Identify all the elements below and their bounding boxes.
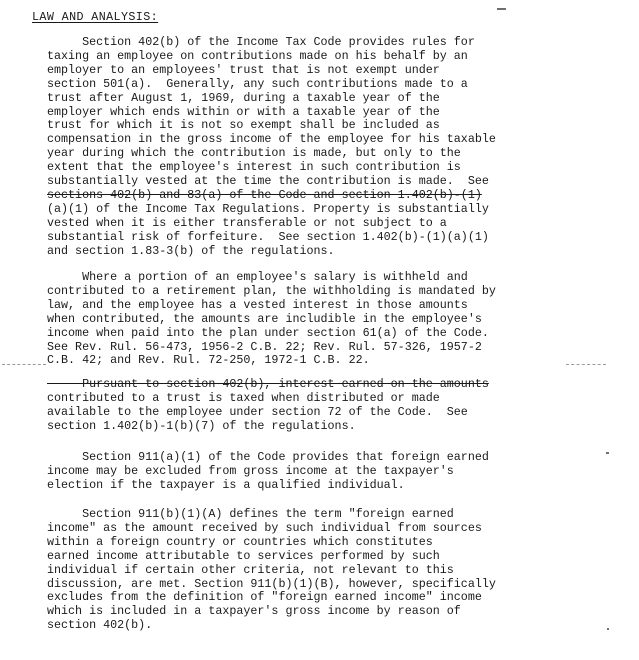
text-line: employer which ends within or with a taxable year of the [47,104,440,119]
text-line: election if the taxpayer is a qualified individual. [47,477,405,492]
text-line: contributed to a retirement plan, the withholding is mandated by [47,283,496,298]
text-line: excludes from the definition of "foreign earned income" income [47,590,482,605]
text-line: year during which the contribution is made, but only to the [47,146,461,161]
text-line: substantially vested at the time the contribution is made. See [47,174,489,189]
text-line: discussion, are met. Section 911(b)(1)(B), however, specifically [47,576,496,591]
text-line: employer to an employees' trust that is not exempt under [47,62,440,77]
scan-dash-left [2,364,46,365]
text-line: Section 911(a)(1) of the Code provides that foreign earned [47,450,489,464]
paragraph-2 [47,271,627,368]
text-line: Section 402(b) of the Income Tax Code provides rules for [47,35,475,49]
text-line: income when paid into the plan under section 61(a) of the Code. [47,325,489,340]
text-line: within a foreign country or countries which constitutes [47,534,433,549]
paragraph-3 [47,378,627,434]
text-line: trust for which it is not so exempt shall be included as [47,118,440,133]
text-line: which is included in a taxpayer's gross income by reason of [47,604,461,619]
text-line: section 501(a). Generally, any such contributions made to a [47,76,468,91]
text-line: income" as the amount received by such individual from sources [47,520,482,535]
text-line: section 402(b). [47,618,153,633]
text-line: extent that the employee's interest in such contribution is [47,160,461,175]
text-line: income may be excluded from gross income at the taxpayer's [47,463,454,478]
struck-text-line: Pursuant to section 402(b), interest earned on the amounts [47,377,489,391]
text-line: Where a portion of an employee's salary is withheld and [47,270,468,284]
paragraph-5 [47,508,627,633]
text-line: and section 1.83-3(b) of the regulations. [47,243,335,258]
text-line: section 1.402(b)-1(b)(7) of the regulations. [47,418,356,433]
scan-mark-top [497,8,506,10]
paragraph-1 [47,36,627,259]
text-line: C.B. 42; and Rev. Rul. 72-250, 1972-1 C.B. 22. [47,353,370,368]
text-line: Section 911(b)(1)(A) defines the term "foreign earned [47,507,454,521]
text-line: available to the employee under section 72 of the Code. See [47,404,468,419]
paragraph-4 [47,451,627,493]
text-line: vested when it is either transferable or not subject to a [47,215,447,230]
text-line: when contributed, the amounts are includible in the employee's [47,311,482,326]
text-line: individual if certain other criteria, not relevant to this [47,562,454,577]
text-line: substantial risk of forfeiture. See section 1.402(b)-(1)(a)(1) [47,229,489,244]
text-line: trust after August 1, 1969, during a taxable year of the [47,90,440,105]
text-line: contributed to a trust is taxed when distributed or made [47,390,440,405]
text-line: law, and the employee has a vested interest in those amounts [47,297,468,312]
text-line: See Rev. Rul. 56-473, 1956-2 C.B. 22; Rev. Rul. 57-326, 1957-2 [47,339,482,354]
text-line: (a)(1) of the Income Tax Regulations. Property is substantially [47,201,489,216]
text-line: earned income attributable to services performed by such [47,548,440,563]
text-line: compensation in the gross income of the employee for his taxable [47,132,496,147]
text-line: taxing an employee on contributions made on his behalf by an [47,48,468,63]
struck-text-line: sections 402(b) and 83(a) of the Code and section 1.402(b)-(1) [47,187,482,202]
section-heading: LAW AND ANALYSIS: [32,10,159,24]
